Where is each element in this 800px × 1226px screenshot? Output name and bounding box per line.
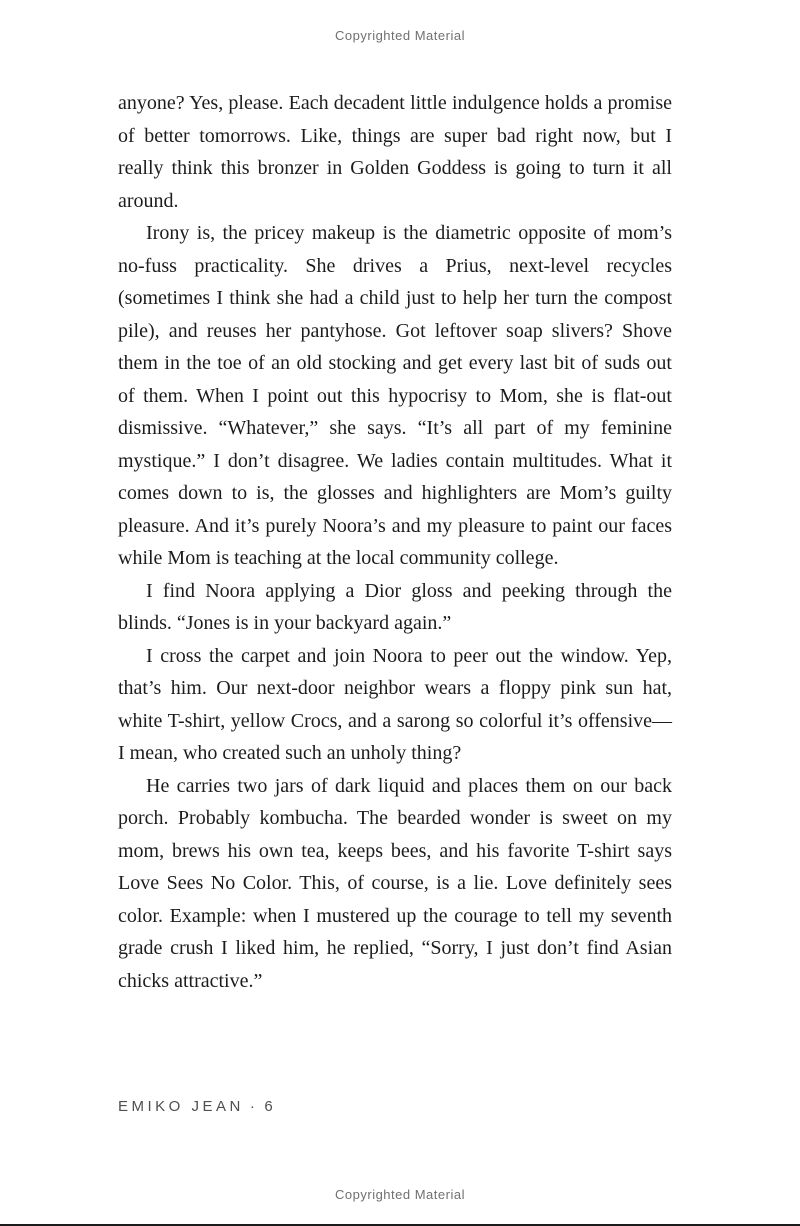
paragraph: Irony is, the pricey makeup is the diametric opposite of mom’s no-fuss practicality. She drives a Prius, next-level recycles (sometimes I think she had a child just to help her turn the compost pile), and reuses her pantyhose. Got leftover soap slivers? Shove them in the toe of an old stocking and get every last bit of suds out of them. When I point out this hypocrisy to Mom, she is flat-out dismissive. “Whatever,” she says. “It’s all part of my feminine mystique.” I don’t disagree. We ladies contain multitudes. What it comes down to is, the glosses and highlighters are Mom’s guilty pleasure. And it’s purely Noora’s and my pleasure to paint our faces while Mom is teaching at the local community college. bbox=[118, 222, 672, 569]
page-body bbox=[118, 87, 672, 997]
paragraph: He carries two jars of dark liquid and places them on our back porch. Probably kombucha. The bearded wonder is sweet on my mom, brews his own tea, keeps bees, and his favorite T-shirt says Love Sees No Color. This, of course, is a lie. Love definitely sees color. Example: when I mustered up the courage to tell my seventh grade crush I liked him, he replied, “Sorry, I just don’t find Asian chicks attractive.” bbox=[118, 774, 672, 992]
footer-author: EMIKO JEAN bbox=[118, 1098, 244, 1115]
paragraph: I find Noora applying a Dior gloss and peeking through the blinds. “Jones is in your backyard again.” bbox=[118, 579, 672, 634]
copyright-notice-top: Copyrighted Material bbox=[335, 28, 465, 43]
copyright-notice-bottom: Copyrighted Material bbox=[335, 1187, 465, 1202]
footer-page-number: 6 bbox=[264, 1098, 277, 1115]
running-footer bbox=[118, 1098, 276, 1115]
paragraph: I cross the carpet and join Noora to peer out the window. Yep, that’s him. Our next-door neighbor wears a floppy pink sun hat, white T-shirt, yellow Crocs, and a sarong so colorful it’s offensive—I mean, who created such an unholy thing? bbox=[118, 644, 672, 764]
paragraph: anyone? Yes, please. Each decadent little indulgence holds a promise of better tomorrows. Like, things are super bad right now, but I really think this bronzer in Golden Goddess is going to turn it all around. bbox=[118, 92, 672, 212]
footer-separator: · bbox=[249, 1098, 259, 1115]
